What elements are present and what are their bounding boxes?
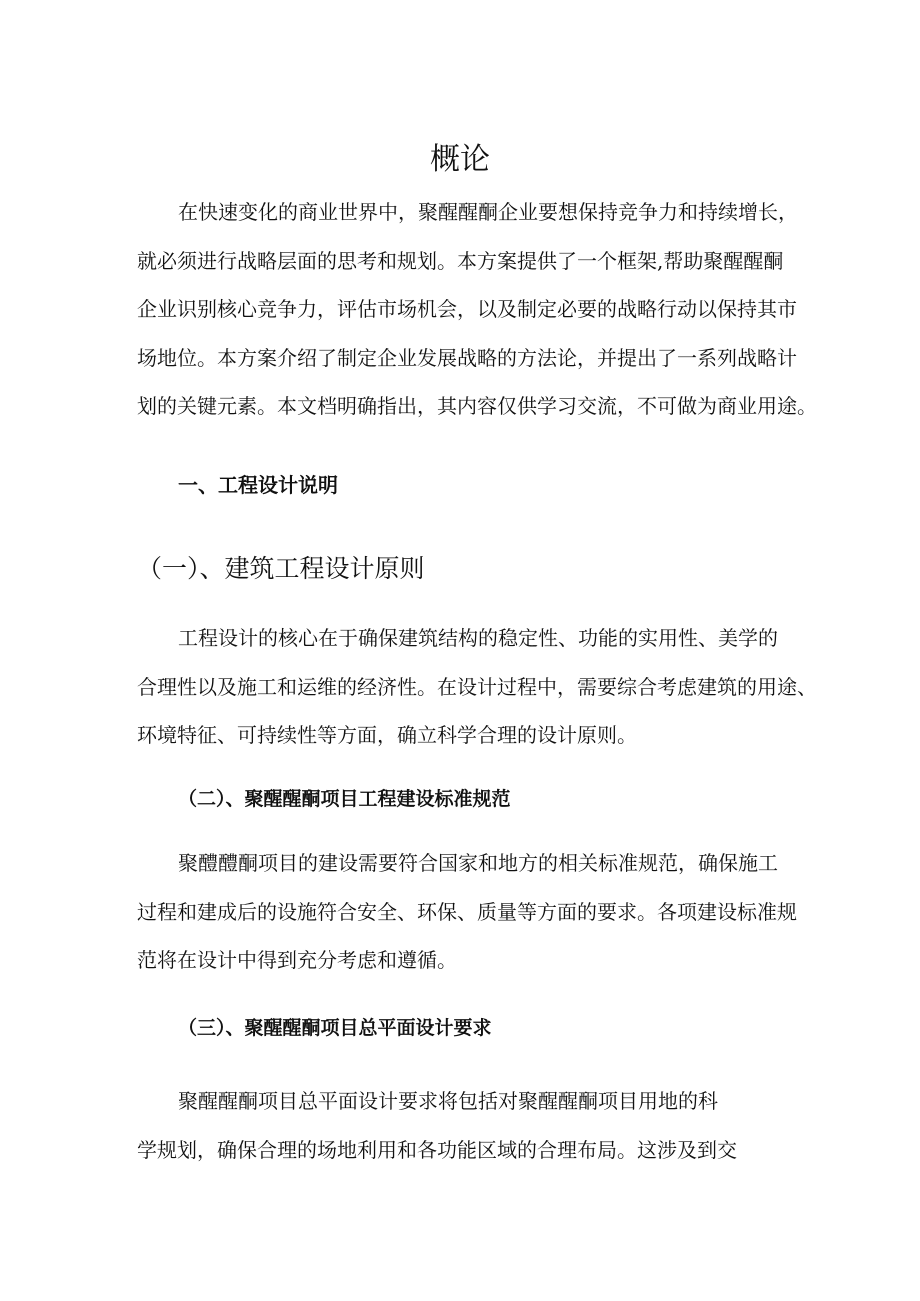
paragraph-line: 合理性以及施工和运维的经济性。在设计过程中，需要综合考虑建筑的用途、	[137, 674, 817, 699]
subsection-heading: （一）、建筑工程设计原则	[137, 554, 425, 583]
subsection-paragraph	[137, 614, 817, 760]
paragraph-line: 聚醴醴酮项目的建设需要符合国家和地方的相关标准规范，确保施工	[178, 851, 778, 875]
page-title: 概论	[430, 142, 490, 178]
paragraph-line: 范将在设计中得到充分考虑和遵循。	[137, 948, 457, 973]
subsection-paragraph	[137, 839, 797, 985]
intro-line: 场地位。本方案介绍了制定企业发展战略的方法论，并提出了一系列战略计	[137, 345, 797, 370]
intro-line: 就必须进行战略层面的思考和规划。本方案提供了一个框架,帮助聚醒醒酮	[137, 248, 784, 273]
intro-line: 划的关键元素。本文档明确指出，其内容仅供学习交流，不可做为商业用途。	[137, 394, 817, 419]
paragraph-line: 过程和建成后的设施符合安全、环保、质量等方面的要求。各项建设标准规	[137, 899, 797, 924]
paragraph-line: 环境特征、可持续性等方面，确立科学合理的设计原则。	[137, 723, 637, 748]
subsection-heading: （三）、聚醒醒酮项目总平面设计要求	[178, 1017, 492, 1039]
paragraph-line: 学规划，确保合理的场地利用和各功能区域的合理布局。这涉及到交	[137, 1137, 737, 1162]
intro-paragraph	[137, 188, 817, 431]
intro-line: 企业识别核心竞争力，评估市场机会，以及制定必要的战略行动以保持其市	[137, 297, 797, 322]
paragraph-line: 工程设计的核心在于确保建筑结构的稳定性、功能的实用性、美学的	[178, 626, 778, 650]
subsection-paragraph	[137, 1077, 757, 1174]
paragraph-line: 聚醒醒酮项目总平面设计要求将包括对聚醒醒酮项目用地的科	[178, 1089, 718, 1113]
subsection-heading: （二）、聚醒醒酮项目工程建设标准规范	[178, 788, 511, 810]
section-heading: 一、工程设计说明	[178, 473, 338, 497]
intro-line: 在快速变化的商业世界中，聚醒醒酮企业要想保持竞争力和持续增长，	[178, 200, 798, 224]
